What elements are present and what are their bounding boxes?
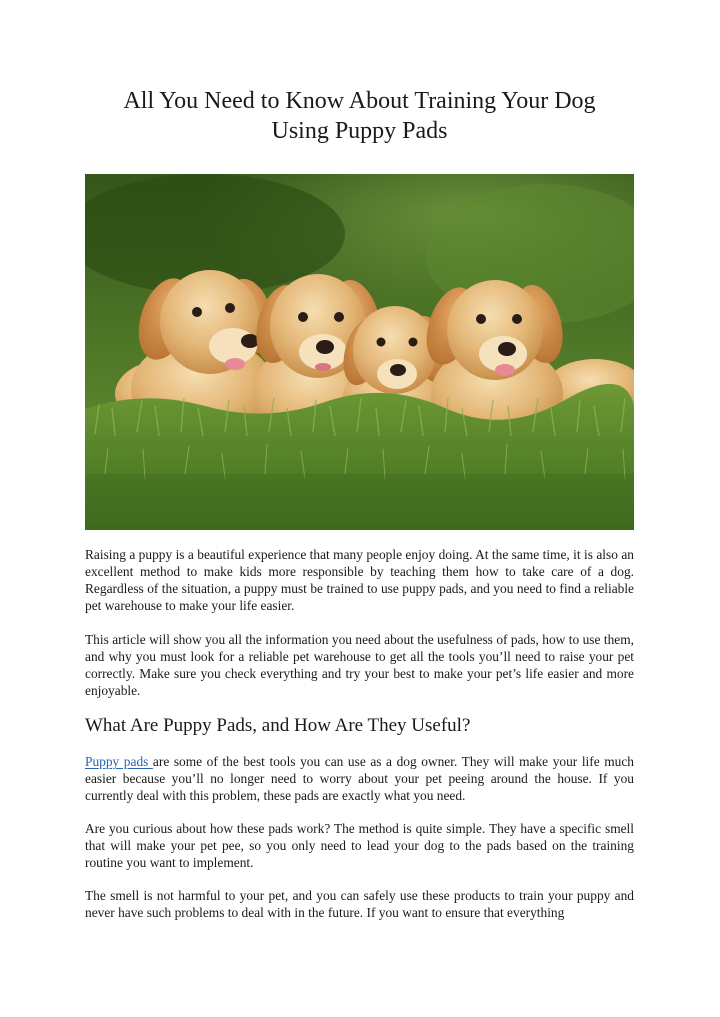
section-heading: What Are Puppy Pads, and How Are They Useful? [85,715,471,736]
paragraph-how-it-works: Are you curious about how these pads work? The method is quite simple. They have a specific smell that will make your pet pee, so you only need to lead your dog to the pads based on the training routine you want to implement. [85,821,634,870]
puppy-pads-link[interactable]: Puppy pads [85,754,153,769]
paragraph-puppy-pads [85,753,634,804]
title-line-1: All You Need to Know About Training Your Dog [123,88,596,114]
title-line-2: Using Puppy Pads [271,118,448,144]
paragraph-intro: Raising a puppy is a beautiful experience that many people enjoy doing. At the same time, it is also an excellent method to make kids more responsible by teaching them how to take care of a dog. Regardless of the situation, a puppy must be trained to use puppy pads, and you need to find a reliable pet warehouse to make your life easier. [85,547,634,613]
paragraph-puppy-pads-text: are some of the best tools you can use as a dog owner. They will make your life much easier because you’ll no longer need to worry about your pet peeing around the house. If you currently deal with this problem, these pads are exactly what you need. [85,754,634,803]
paragraph-overview: This article will show you all the information you need about the usefulness of pads, how to use them, and why you must look for a reliable pet warehouse to get all the tools you’ll need to raise your pet correctly. Make sure you check everything and try your best to make your pet’s life easier and more enjoyable. [85,632,634,698]
puppies-photo [85,174,634,530]
page-title [85,86,634,146]
puppies-photo-icon [85,174,634,530]
paragraph-safety: The smell is not harmful to your pet, and you can safely use these products to train your puppy and never have such problems to deal with in the future. If you want to ensure that everything [85,888,634,920]
